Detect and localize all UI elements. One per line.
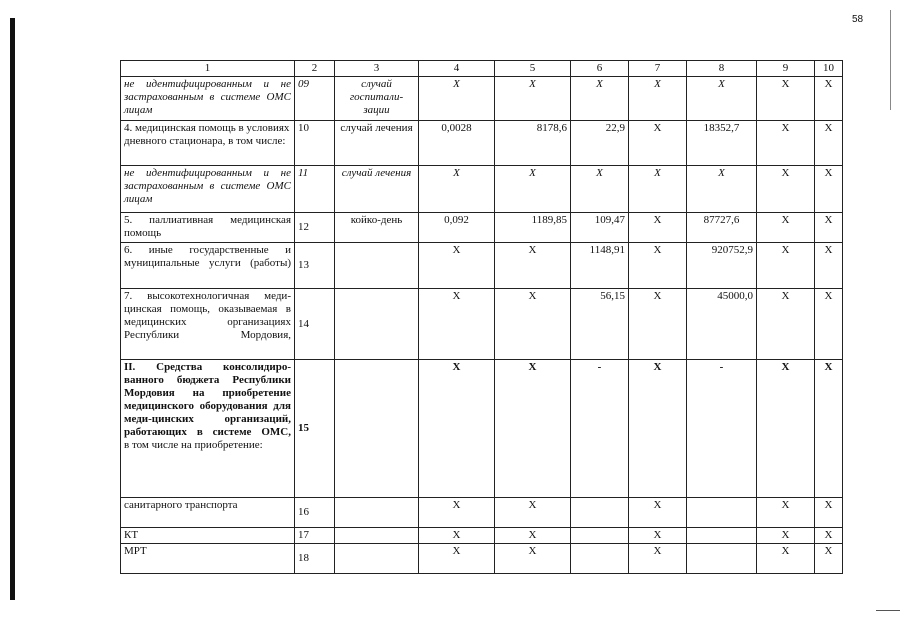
row-unit: случай лечения: [335, 121, 419, 166]
cell-col8: Х: [687, 77, 757, 121]
cell-col9: Х: [757, 498, 815, 528]
cell-col10: Х: [815, 166, 843, 213]
row-label: 4. медицинская помощь в условиях дневного стационара, в том числе:: [121, 121, 295, 166]
cell-col10: Х: [815, 213, 843, 243]
row-code: 17: [295, 528, 335, 544]
cell-col5: Х: [495, 243, 571, 289]
cell-col4: 0,092: [419, 213, 495, 243]
cell-col9: Х: [757, 289, 815, 360]
table-row: [121, 289, 843, 360]
row-label: 5. паллиативная медицинская помощь: [121, 213, 295, 243]
row-unit: случай лечения: [335, 166, 419, 213]
cell-col8: [687, 544, 757, 574]
scan-edge-line: [890, 10, 891, 110]
column-number: 3: [335, 61, 419, 77]
cell-col4: Х: [419, 498, 495, 528]
cell-col9: Х: [757, 243, 815, 289]
scan-margin-bar: [10, 18, 15, 600]
row-code: 13: [295, 243, 335, 289]
cell-col6: [571, 544, 629, 574]
cell-col7: Х: [629, 289, 687, 360]
cell-col9: Х: [757, 166, 815, 213]
cell-col7: Х: [629, 243, 687, 289]
row-unit: [335, 528, 419, 544]
cell-col4: Х: [419, 360, 495, 498]
row-unit: [335, 360, 419, 498]
cell-col4: Х: [419, 544, 495, 574]
row-label: не идентифицированным и не застрахованным в системе ОМС лицам: [121, 166, 295, 213]
row-label: МРТ: [121, 544, 295, 574]
cell-col7: Х: [629, 121, 687, 166]
row-unit: [335, 243, 419, 289]
row-code: 15: [295, 360, 335, 498]
cell-col9: Х: [757, 528, 815, 544]
cell-col10: Х: [815, 360, 843, 498]
cell-col4: Х: [419, 289, 495, 360]
table-row: [121, 213, 843, 243]
cell-col8: 87727,6: [687, 213, 757, 243]
row-unit: [335, 544, 419, 574]
cell-col6: -: [571, 360, 629, 498]
cell-col7: Х: [629, 77, 687, 121]
cell-col7: Х: [629, 213, 687, 243]
cell-col9: Х: [757, 213, 815, 243]
cell-col7: Х: [629, 166, 687, 213]
cell-col7: Х: [629, 544, 687, 574]
cell-col7: Х: [629, 528, 687, 544]
cell-col6: 109,47: [571, 213, 629, 243]
cell-col8: Х: [687, 166, 757, 213]
column-number: 2: [295, 61, 335, 77]
cell-col6: Х: [571, 77, 629, 121]
cell-col5: Х: [495, 289, 571, 360]
cell-col9: Х: [757, 360, 815, 498]
row-code: 16: [295, 498, 335, 528]
table-row: [121, 77, 843, 121]
cell-col8: 45000,0: [687, 289, 757, 360]
cell-col5: Х: [495, 528, 571, 544]
table-row: [121, 498, 843, 528]
column-number: 5: [495, 61, 571, 77]
column-number: 9: [757, 61, 815, 77]
row-unit: койко-день: [335, 213, 419, 243]
column-number-row: [121, 61, 843, 77]
row-code: 09: [295, 77, 335, 121]
row-unit: [335, 289, 419, 360]
cell-col6: 56,15: [571, 289, 629, 360]
cell-col5: Х: [495, 498, 571, 528]
cell-col9: Х: [757, 77, 815, 121]
column-number: 10: [815, 61, 843, 77]
cell-col8: -: [687, 360, 757, 498]
page-number: 58: [852, 14, 864, 25]
cell-col6: [571, 528, 629, 544]
row-unit: [335, 498, 419, 528]
cell-col5: Х: [495, 166, 571, 213]
cell-col4: Х: [419, 528, 495, 544]
cell-col10: Х: [815, 77, 843, 121]
cell-col4: Х: [419, 77, 495, 121]
cell-col6: 1148,91: [571, 243, 629, 289]
row-label: II. Средства консолидиро-ванного бюджета Республики Мордовия на приобретение медицинского оборудования для меди-цинских организаций, работающих в системе ОМС,: [124, 361, 291, 438]
cell-col10: Х: [815, 243, 843, 289]
row-label: не идентифицированным и не застрахованным в системе ОМС лицам: [121, 77, 295, 121]
row-code: 11: [295, 166, 335, 213]
cell-col7: Х: [629, 360, 687, 498]
table-row: [121, 544, 843, 574]
cell-col6: [571, 498, 629, 528]
cell-col10: Х: [815, 121, 843, 166]
cell-col8: [687, 528, 757, 544]
row-label-cell: [121, 360, 295, 498]
row-label: санитарного транспорта: [121, 498, 295, 528]
column-number: 6: [571, 61, 629, 77]
cell-col10: Х: [815, 544, 843, 574]
cell-col4: Х: [419, 166, 495, 213]
table-row: [121, 360, 843, 498]
cell-col9: Х: [757, 544, 815, 574]
row-code: 14: [295, 289, 335, 360]
cell-col5: Х: [495, 77, 571, 121]
row-label: 6. иные государственные и муниципальные услуги (работы): [121, 243, 295, 289]
row-code: 12: [295, 213, 335, 243]
cell-col8: 18352,7: [687, 121, 757, 166]
table-row: [121, 166, 843, 213]
cell-col6: Х: [571, 166, 629, 213]
cell-col9: Х: [757, 121, 815, 166]
cell-col8: [687, 498, 757, 528]
budget-table: [120, 60, 843, 574]
cell-col5: Х: [495, 360, 571, 498]
column-number: 1: [121, 61, 295, 77]
cell-col5: 1189,85: [495, 213, 571, 243]
cell-col10: Х: [815, 498, 843, 528]
table-row: [121, 121, 843, 166]
cell-col6: 22,9: [571, 121, 629, 166]
cell-col4: 0,0028: [419, 121, 495, 166]
row-label-tail: в том числе на приобретение:: [124, 439, 263, 451]
row-label: КТ: [121, 528, 295, 544]
column-number: 7: [629, 61, 687, 77]
cell-col7: Х: [629, 498, 687, 528]
column-number: 4: [419, 61, 495, 77]
cell-col5: 8178,6: [495, 121, 571, 166]
cell-col4: Х: [419, 243, 495, 289]
cell-col5: Х: [495, 544, 571, 574]
cell-col10: Х: [815, 528, 843, 544]
row-label: 7. высокотехнологичная меди-цинская помощь, оказываемая в медицинских организациях Республики Мордовия,: [121, 289, 295, 360]
table-row: [121, 528, 843, 544]
table-row: [121, 243, 843, 289]
row-code: 10: [295, 121, 335, 166]
cell-col8: 920752,9: [687, 243, 757, 289]
row-unit: случай госпитали-зации: [335, 77, 419, 121]
cell-col10: Х: [815, 289, 843, 360]
row-code: 18: [295, 544, 335, 574]
column-number: 8: [687, 61, 757, 77]
scan-edge-dash: [876, 610, 900, 611]
